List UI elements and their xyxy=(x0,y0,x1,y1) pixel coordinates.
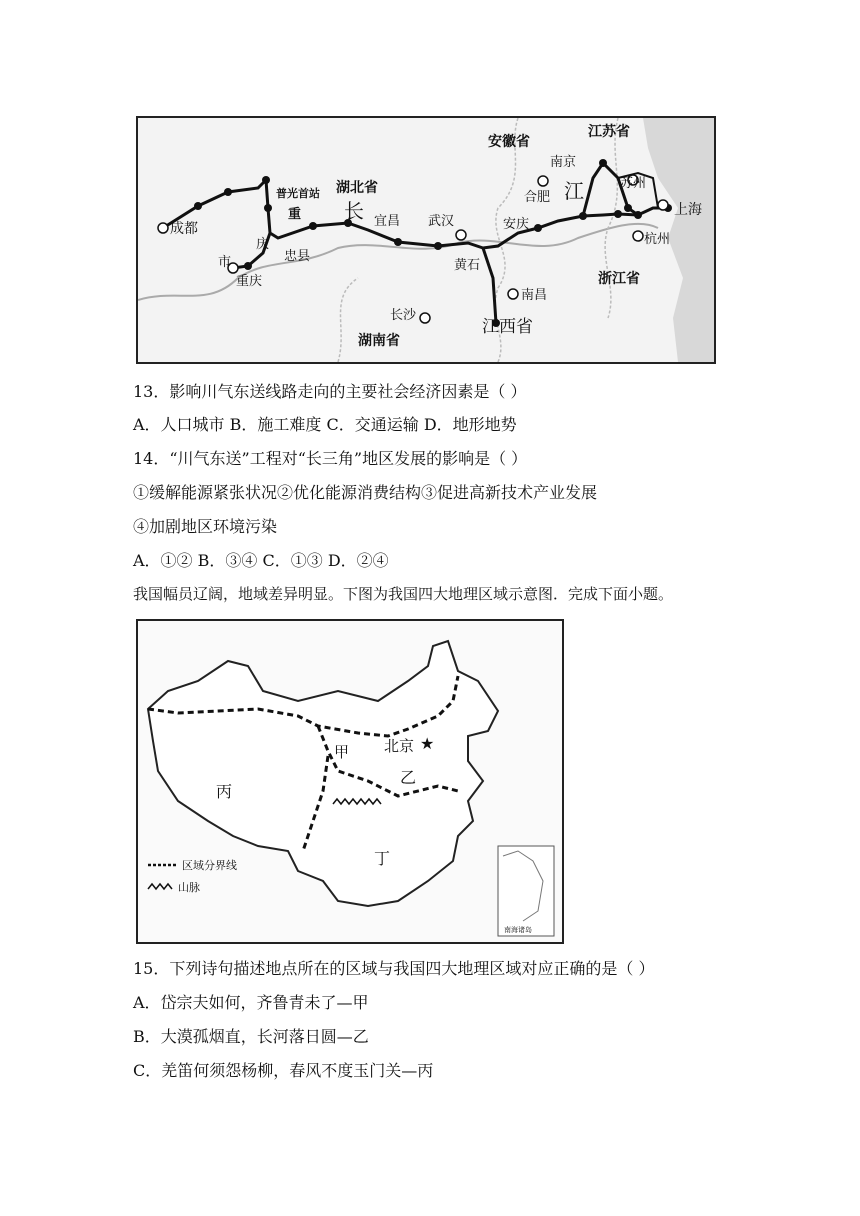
beijing-star-icon: ★ xyxy=(420,734,435,753)
label-wuhan: 武汉 xyxy=(428,214,455,229)
label-shi: 市 xyxy=(218,255,232,270)
pipeline-map xyxy=(136,116,716,364)
label-jiang: 江 xyxy=(564,179,584,203)
label-changsha: 长沙 xyxy=(390,308,417,323)
label-inset: 南海诸岛 xyxy=(504,926,532,934)
legend-mountain: 山脉 xyxy=(178,881,200,894)
label-jiangsu: 江苏省 xyxy=(588,124,630,140)
q14-options: A．①② B．③④ C．①③ D．②④ xyxy=(133,551,389,570)
q15-stem: 15．下列诗句描述地点所在的区域与我国四大地理区域对应正确的是（ ） xyxy=(133,959,655,978)
label-shanghai: 上海 xyxy=(674,202,702,218)
q14-items-2: ④加剧地区环境污染 xyxy=(133,517,278,536)
q15-option-b: B．大漠孤烟直，长河落日圆—乙 xyxy=(133,1027,369,1046)
label-suzhou: 苏州 xyxy=(620,176,647,191)
label-nanjing: 南京 xyxy=(550,155,577,170)
label-ding: 丁 xyxy=(374,849,391,868)
intro-text: 我国幅员辽阔，地域差异明显。下图为我国四大地理区域示意图．完成下面小题。 xyxy=(133,585,674,603)
label-hangzhou: 杭州 xyxy=(644,232,671,247)
q14-stem: 14．“川气东送”工程对“长三角”地区发展的影响是（ ） xyxy=(133,449,528,468)
label-qing: 庆 xyxy=(256,237,270,252)
label-jiangxi: 江西省 xyxy=(482,317,533,337)
label-anhui: 安徽省 xyxy=(488,134,530,150)
label-beijing: 北京 xyxy=(384,737,415,755)
label-zhejiang: 浙江省 xyxy=(598,271,640,287)
label-yi: 乙 xyxy=(400,768,417,787)
label-chang: 长 xyxy=(344,199,364,223)
q15-option-c: C．羌笛何须怨杨柳，春风不度玉门关—丙 xyxy=(133,1061,434,1080)
label-chengdu: 成都 xyxy=(170,221,198,237)
label-nanchang: 南昌 xyxy=(521,288,548,303)
river-line xyxy=(138,224,658,300)
q14-items-1: ①缓解能源紧张状况②优化能源消费结构③促进高新技术产业发展 xyxy=(133,483,598,502)
legend-boundary: 区域分界线 xyxy=(182,859,237,872)
province-boundary xyxy=(605,118,618,318)
south-sea-inset xyxy=(498,846,554,936)
label-jia: 甲 xyxy=(334,743,350,761)
label-yichang: 宜昌 xyxy=(374,214,401,229)
pipeline-main xyxy=(266,180,671,248)
label-hefei: 合肥 xyxy=(524,190,551,205)
label-huangshi: 黄石 xyxy=(454,258,481,273)
label-zhong: 重 xyxy=(288,207,302,222)
q15-option-a: A．岱宗夫如何，齐鲁青未了—甲 xyxy=(133,993,369,1012)
q13-stem: 13．影响川气东送线路走向的主要社会经济因素是（ ） xyxy=(133,382,527,401)
pipeline-nanchang xyxy=(483,248,496,323)
label-hunan: 湖南省 xyxy=(358,333,400,349)
label-hubei: 湖北省 xyxy=(336,180,378,196)
province-boundary xyxy=(338,278,358,362)
label-puguang: 普光首站 xyxy=(276,187,320,200)
legend-mountain-icon xyxy=(148,884,172,889)
china-regions-map xyxy=(136,619,564,944)
label-zhongxian: 忠县 xyxy=(284,249,311,264)
label-bing: 丙 xyxy=(216,782,233,801)
label-chongqing: 重庆 xyxy=(236,274,263,289)
label-anqing: 安庆 xyxy=(503,217,530,232)
q13-options: A．人口城市 B．施工难度 C．交通运输 D．地形地势 xyxy=(133,415,517,434)
